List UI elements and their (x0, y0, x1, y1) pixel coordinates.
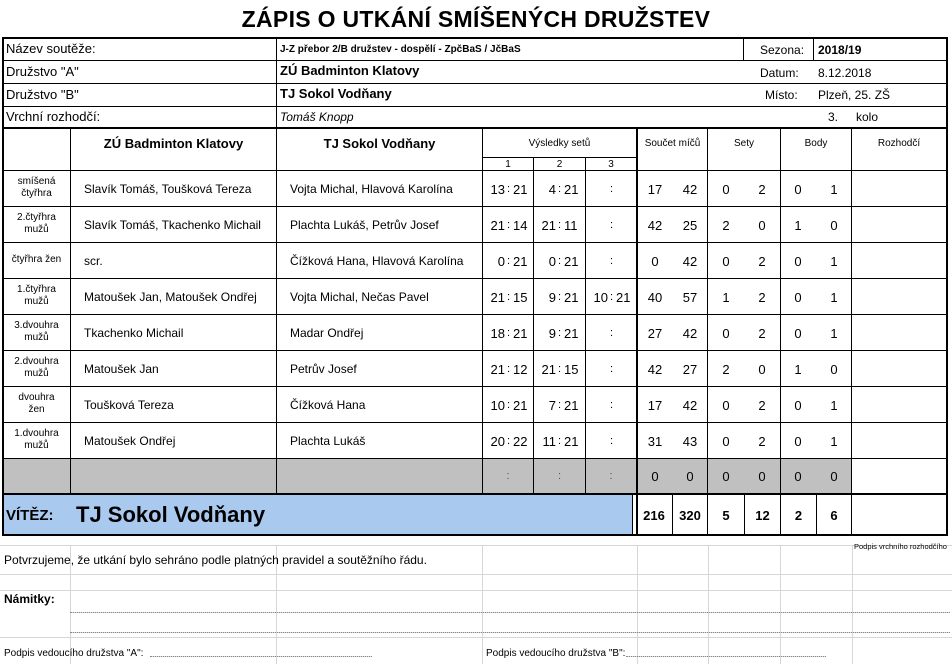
set-score-a: 9 (548, 326, 556, 341)
player-a: Matoušek Jan, Matoušek Ondřej (84, 290, 257, 304)
discipline-label: 2.čtyřhra (17, 212, 56, 223)
discipline-label: žen (28, 404, 45, 415)
discipline-label: 1.dvouhra (14, 428, 59, 439)
sets-a: 0 (722, 326, 730, 341)
set-score-sep: : (506, 219, 511, 231)
player-b: Vojta Michal, Hlavová Karolína (290, 182, 453, 196)
winner-label: VÍTĚZ: (6, 507, 54, 524)
col-points-sum: Součet míčů (644, 138, 701, 149)
set-score-sep: : (557, 255, 562, 267)
set-score-b: 21 (513, 398, 528, 413)
total-pts-a: 216 (643, 508, 665, 523)
discipline-label: mužů (24, 224, 49, 235)
set-score-sep: : (506, 291, 511, 303)
sets-a: 2 (722, 218, 730, 233)
sets-b: 2 (758, 182, 766, 197)
set-score-sep: : (557, 183, 562, 195)
set-score-b: 15 (513, 290, 528, 305)
place-label: Místo: (765, 88, 798, 102)
winner-value: TJ Sokol Vodňany (76, 502, 266, 527)
body-a: 0 (794, 434, 802, 449)
sets-a: 0 (722, 398, 730, 413)
player-b: Vojta Michal, Nečas Pavel (290, 290, 429, 304)
set-score-sep: : (506, 399, 511, 411)
body-b: 0 (830, 218, 838, 233)
extra-pts-b: 0 (686, 469, 694, 484)
sig-a-label: Podpis vedoucího družstva "A": (4, 648, 144, 659)
col-sets-results: Výsledky setů (528, 138, 591, 149)
player-a: scr. (84, 254, 103, 268)
set-score-sep: : (609, 327, 614, 339)
points-b: 25 (682, 218, 698, 233)
set-score-sep: : (557, 327, 562, 339)
points-a: 42 (647, 362, 663, 377)
discipline-label: smíšená (17, 176, 56, 187)
sets-b: 2 (758, 254, 766, 269)
body-a: 0 (794, 398, 802, 413)
sets-a: 0 (722, 434, 730, 449)
col-sets: Sety (733, 138, 754, 149)
discipline-label: mužů (24, 296, 49, 307)
body-b: 1 (830, 254, 838, 269)
set-score-a: 21 (490, 218, 505, 233)
discipline-label: 3.dvouhra (14, 320, 59, 331)
col-team-b: TJ Sokol Vodňany (323, 136, 436, 151)
round-value: 3. (828, 110, 839, 124)
set-score-a: 9 (548, 290, 556, 305)
set-score-a: 20 (490, 434, 505, 449)
set-score-sep: : (557, 291, 562, 303)
player-a: Matoušek Jan (84, 362, 159, 376)
col-team-a: ZÚ Badminton Klatovy (103, 136, 244, 151)
body-a: 0 (794, 326, 802, 341)
empty-row-sep-3: : (609, 470, 613, 482)
player-a: Tkachenko Michail (84, 326, 184, 340)
set-score-a: 0 (548, 254, 556, 269)
total-body-a: 2 (794, 508, 803, 523)
player-a: Slavík Tomáš, Toušková Tereza (84, 182, 252, 196)
points-b: 42 (682, 182, 698, 197)
set-score-b: 21 (564, 398, 579, 413)
set-score-b: 14 (513, 218, 528, 233)
competition-value: J-Z přebor 2/B družstev - dospělí - ZpčBaS / JčBaS (280, 44, 521, 55)
total-sets-a: 5 (722, 508, 730, 523)
set-score-b: 21 (564, 254, 579, 269)
player-b: Plachta Lukáš (290, 434, 366, 448)
set-score-b: 12 (513, 362, 528, 377)
set-score-a: 13 (490, 182, 505, 197)
team-b-label: Družstvo "B" (6, 87, 79, 102)
set-score-b: 21 (513, 326, 528, 341)
season-label: Sezona: (760, 43, 805, 57)
points-b: 42 (682, 398, 698, 413)
points-a: 40 (647, 290, 663, 305)
set-score-sep: : (557, 363, 562, 375)
set-score-sep: : (609, 399, 614, 411)
set-score-sep: : (609, 255, 614, 267)
sets-a: 0 (722, 254, 730, 269)
player-b: Čížková Hana (290, 398, 366, 412)
sig-b-label: Podpis vedoucího družstva "B": (486, 648, 626, 659)
points-a: 42 (647, 218, 663, 233)
set-score-sep: : (609, 435, 614, 447)
set-score-sep: : (557, 399, 562, 411)
sets-b: 0 (758, 362, 766, 377)
set-score-b: 21 (616, 290, 631, 305)
body-a: 1 (794, 218, 802, 233)
extra-body-b: 0 (830, 469, 838, 484)
body-a: 1 (794, 362, 802, 377)
col-body: Body (804, 138, 828, 149)
sets-b: 2 (758, 290, 766, 305)
set-score-a: 21 (541, 362, 556, 377)
set-score-a: 0 (497, 254, 505, 269)
team-a-label: Družstvo "A" (6, 64, 79, 79)
page-title: ZÁPIS O UTKÁNÍ SMÍŠENÝCH DRUŽSTEV (241, 6, 711, 32)
set-score-sep: : (506, 255, 511, 267)
set-score-sep: : (506, 435, 511, 447)
body-b: 1 (830, 182, 838, 197)
remarks-label: Námitky: (4, 592, 55, 606)
set-score-b: 22 (513, 434, 528, 449)
set-score-sep: : (557, 435, 562, 447)
sets-b: 2 (758, 326, 766, 341)
set-score-sep: : (506, 363, 511, 375)
total-pts-b: 320 (679, 508, 701, 523)
referee-label: Vrchní rozhodčí: (6, 109, 101, 124)
set-score-b: 21 (513, 182, 528, 197)
player-b: Čížková Hana, Hlavová Karolína (290, 254, 464, 268)
competition-label: Název soutěže: (6, 41, 96, 56)
set-score-b: 21 (564, 290, 579, 305)
team-b-value: TJ Sokol Vodňany (280, 86, 392, 101)
extra-pts-a: 0 (651, 469, 659, 484)
points-a: 31 (647, 434, 663, 449)
round-label: kolo (856, 110, 879, 124)
set-score-a: 10 (593, 290, 608, 305)
set-score-a: 4 (548, 182, 556, 197)
set-score-b: 21 (564, 434, 579, 449)
discipline-label: mužů (24, 332, 49, 343)
set-score-a: 11 (542, 434, 556, 449)
set-score-sep: : (506, 327, 511, 339)
set-number-1: 1 (505, 159, 511, 170)
col-referee: Rozhodčí (877, 138, 921, 149)
points-a: 27 (647, 326, 663, 341)
sets-b: 2 (758, 398, 766, 413)
body-b: 1 (830, 434, 838, 449)
body-b: 1 (830, 290, 838, 305)
set-score-a: 21 (541, 218, 556, 233)
referee-value: Tomáš Knopp (280, 110, 354, 124)
confirm-text: Potvrzujeme, že utkání bylo sehráno podle platných pravidel a soutěžního řádu. (4, 553, 427, 567)
discipline-label: 1.čtyřhra (17, 284, 56, 295)
sets-a: 0 (722, 182, 730, 197)
body-b: 1 (830, 326, 838, 341)
place-value: Plzeň, 25. ZŠ (818, 88, 891, 102)
set-score-sep: : (609, 219, 614, 231)
points-b: 27 (682, 362, 698, 377)
empty-row-sep-1: : (506, 470, 510, 482)
discipline-label: mužů (24, 440, 49, 451)
sets-a: 1 (722, 290, 730, 305)
player-b: Plachta Lukáš, Petrův Josef (290, 218, 439, 232)
sets-b: 2 (758, 434, 766, 449)
player-a: Toušková Tereza (84, 398, 174, 412)
season-value: 2018/19 (818, 43, 862, 57)
set-score-a: 21 (490, 362, 505, 377)
date-value: 8.12.2018 (818, 66, 872, 80)
extra-sets-a: 0 (722, 469, 730, 484)
set-score-b: 21 (513, 254, 528, 269)
set-number-2: 2 (556, 159, 563, 170)
set-score-a: 18 (490, 326, 505, 341)
date-label: Datum: (760, 66, 799, 80)
sets-b: 0 (758, 218, 766, 233)
total-body-b: 6 (830, 508, 838, 523)
set-score-sep: : (557, 219, 562, 231)
points-a: 0 (651, 254, 659, 269)
body-a: 0 (794, 182, 802, 197)
set-score-a: 21 (490, 290, 505, 305)
set-score-sep: : (506, 183, 511, 195)
extra-body-a: 0 (794, 469, 802, 484)
player-a: Matoušek Ondřej (84, 434, 176, 448)
player-a: Slavík Tomáš, Tkachenko Michail (84, 218, 261, 232)
discipline-label: mužů (24, 368, 49, 379)
set-score-b: 21 (564, 182, 579, 197)
set-score-b: 11 (564, 218, 578, 233)
discipline-label: čtyřhra žen (11, 254, 62, 265)
points-b: 42 (682, 254, 698, 269)
player-b: Petrův Josef (290, 362, 357, 376)
set-score-sep: : (609, 183, 614, 195)
team-a-value: ZÚ Badminton Klatovy (280, 63, 420, 78)
points-a: 17 (647, 398, 663, 413)
points-b: 42 (682, 326, 698, 341)
discipline-label: 2.dvouhra (14, 356, 59, 367)
set-score-b: 21 (564, 326, 579, 341)
total-sets-b: 12 (755, 508, 770, 523)
discipline-label: dvouhra (18, 392, 55, 403)
player-b: Madar Ondřej (290, 326, 364, 340)
set-score-sep: : (609, 363, 614, 375)
discipline-label: čtyřhra (21, 188, 52, 199)
points-b: 43 (682, 434, 698, 449)
points-b: 57 (682, 290, 698, 305)
sets-a: 2 (722, 362, 730, 377)
empty-row-sep-2: : (557, 470, 562, 482)
body-b: 1 (830, 398, 838, 413)
set-score-a: 7 (548, 398, 556, 413)
set-number-3: 3 (608, 159, 614, 170)
extra-sets-b: 0 (758, 469, 766, 484)
set-score-sep: : (609, 291, 614, 303)
set-score-a: 10 (490, 398, 505, 413)
body-b: 0 (830, 362, 838, 377)
points-a: 17 (647, 182, 663, 197)
set-score-b: 15 (564, 362, 579, 377)
body-a: 0 (794, 254, 802, 269)
ref-signature-label: Podpis vrchního rozhodčího (854, 542, 947, 551)
body-a: 0 (794, 290, 802, 305)
